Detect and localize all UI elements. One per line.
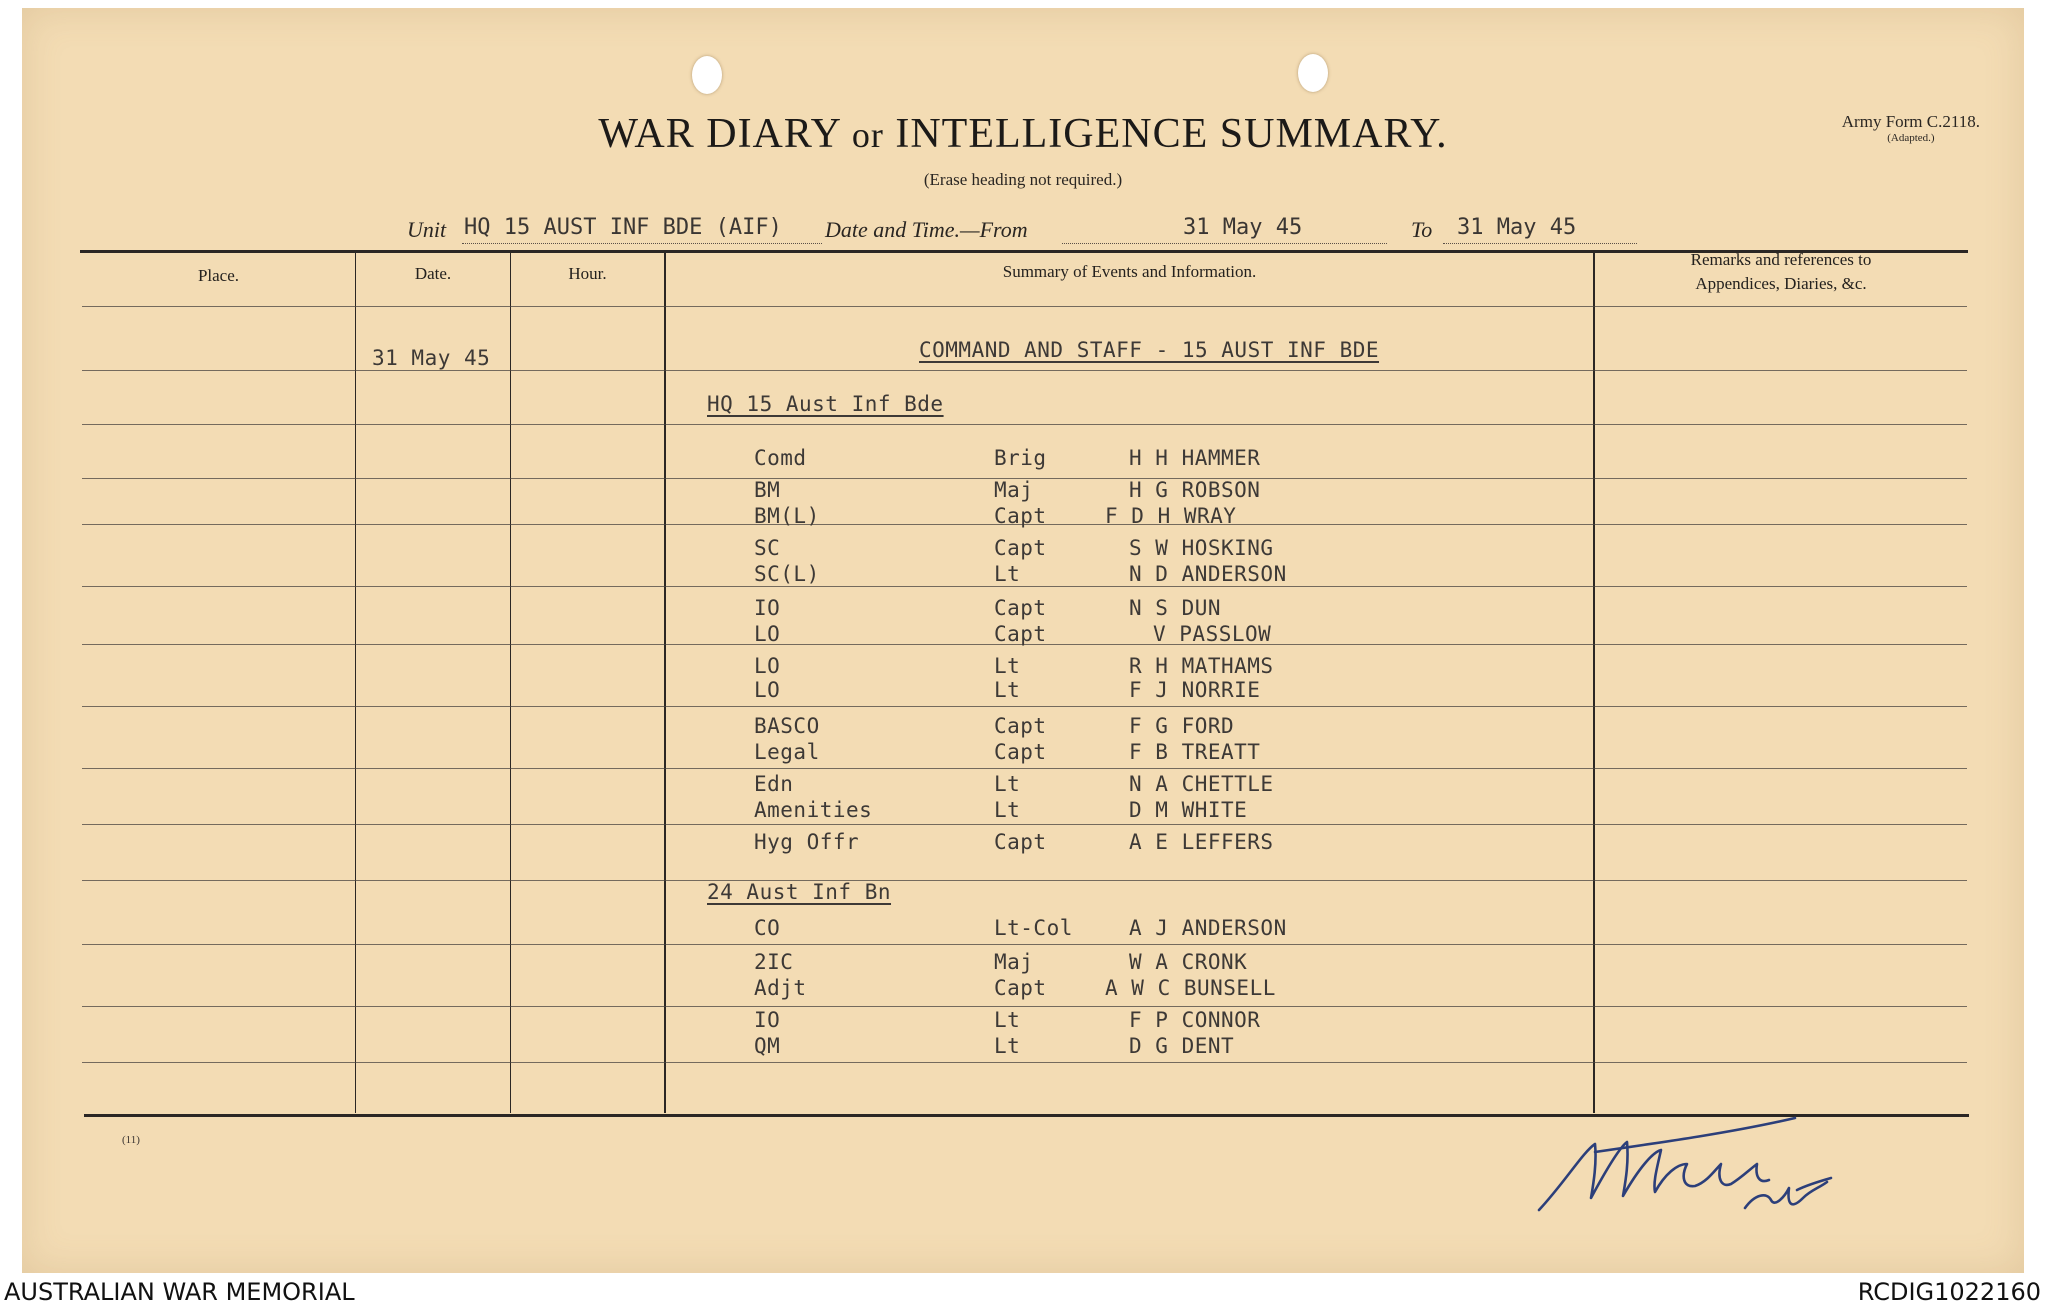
appointment: CO [754, 916, 781, 940]
army-form-label: Army Form C.2118. (Adapted.) [1841, 112, 1980, 144]
rank: Lt [994, 772, 1021, 796]
ruled-line [82, 944, 1967, 945]
punch-hole-right [1298, 54, 1328, 92]
officer-name: S W HOSKING [1129, 536, 1274, 560]
officer-name: R H MATHAMS [1129, 654, 1274, 678]
ruled-line [82, 424, 1967, 425]
column-divider-summary [1593, 251, 1595, 1113]
ruled-line [82, 370, 1967, 371]
appointment: SC [754, 536, 781, 560]
rank: Capt [994, 596, 1047, 620]
appointment: IO [754, 596, 781, 620]
rank: Capt [994, 536, 1047, 560]
rank: Lt [994, 678, 1021, 702]
officer-name: F G FORD [1129, 714, 1235, 738]
rank: Capt [994, 976, 1047, 1000]
appointment: LO [754, 622, 781, 646]
appointment: LO [754, 654, 781, 678]
signature-rank-stroke [1745, 1178, 1831, 1208]
footer-left: AUSTRALIAN WAR MEMORIAL [4, 1278, 355, 1306]
rank: Capt [994, 830, 1047, 854]
rank: Capt [994, 622, 1047, 646]
appointment: Amenities [754, 798, 873, 822]
column-divider-place [355, 251, 356, 1113]
entry-heading: COMMAND AND STAFF - 15 AUST INF BDE [919, 338, 1380, 362]
appointment: Hyg Offr [754, 830, 860, 854]
footer-right: RCDIG1022160 [1857, 1278, 2041, 1306]
officer-name: A J ANDERSON [1129, 916, 1287, 940]
appointment: BASCO [754, 714, 820, 738]
column-header-hour: Hour. [568, 264, 607, 283]
officer-name: A E LEFFERS [1129, 830, 1274, 854]
ruled-line [82, 586, 1967, 587]
officer-name: F J NORRIE [1129, 678, 1261, 702]
ruled-line [82, 768, 1967, 769]
column-divider-hour [664, 251, 666, 1113]
officer-name: V PASSLOW [1153, 622, 1272, 646]
rank: Capt [994, 714, 1047, 738]
appointment: BM(L) [754, 504, 820, 528]
rank: Lt [994, 798, 1021, 822]
rank: Lt [994, 562, 1021, 586]
rank: Maj [994, 478, 1034, 502]
rank: Lt [994, 654, 1021, 678]
rank: Lt-Col [994, 916, 1073, 940]
unit-line [407, 213, 1637, 245]
officer-name: D M WHITE [1129, 798, 1248, 822]
appointment: 2IC [754, 950, 794, 974]
section-title: 24 Aust Inf Bn [707, 880, 892, 904]
ruled-line [82, 1006, 1967, 1007]
appointment: Edn [754, 772, 794, 796]
officer-name: N S DUN [1129, 596, 1222, 620]
signature-underline [1595, 1118, 1795, 1152]
officer-name: A W C BUNSELL [1105, 976, 1276, 1000]
entry-date: 31 May 45 [372, 346, 491, 370]
officer-name: F D H WRAY [1105, 504, 1237, 528]
page-subtitle: (Erase heading not required.) [923, 170, 1123, 189]
rank: Lt [994, 1008, 1021, 1032]
appointment: Adjt [754, 976, 807, 1000]
form-number: (11) [122, 1134, 140, 1146]
rank: Capt [994, 740, 1047, 764]
officer-name: H G ROBSON [1129, 478, 1261, 502]
rank: Maj [994, 950, 1034, 974]
rank: Lt [994, 1034, 1021, 1058]
column-header-remarks: Remarks and references to Appendices, Diaries, &c. [1690, 250, 1872, 293]
ruled-line [82, 706, 1967, 707]
appointment: BM [754, 478, 781, 502]
appointment: LO [754, 678, 781, 702]
to-label: To [1411, 217, 1433, 242]
officer-name: F B TREATT [1129, 740, 1261, 764]
officer-name: H H HAMMER [1129, 446, 1261, 470]
punch-hole-left [692, 56, 722, 94]
from-value: 31 May 45 [1183, 215, 1303, 240]
ruled-line [82, 880, 1967, 881]
appointment: IO [754, 1008, 781, 1032]
header-underline [82, 306, 1967, 307]
page-title: WAR DIARY or INTELLIGENCE SUMMARY. [598, 111, 1448, 157]
officer-name: D G DENT [1129, 1034, 1235, 1058]
column-header-date: Date. [414, 264, 452, 283]
appointment: SC(L) [754, 562, 820, 586]
appointment: QM [754, 1034, 781, 1058]
ruled-line [82, 824, 1967, 825]
unit-value: HQ 15 AUST INF BDE (AIF) [464, 215, 782, 240]
appointment: Legal [754, 740, 820, 764]
section-title: HQ 15 Aust Inf Bde [707, 392, 944, 416]
rank: Capt [994, 504, 1047, 528]
date-time-label: Date and Time.—From [825, 217, 1028, 242]
column-header-summary: Summary of Events and Information. [1002, 262, 1257, 281]
column-divider-date [510, 251, 511, 1113]
officer-name: W A CRONK [1129, 950, 1248, 974]
signature-stroke [1539, 1142, 1769, 1210]
column-header-place: Place. [197, 266, 240, 285]
officer-name: F P CONNOR [1129, 1008, 1261, 1032]
war-diary-page [22, 8, 2024, 1273]
to-value: 31 May 45 [1457, 215, 1577, 240]
unit-label: Unit [407, 217, 447, 242]
appointment: Comd [754, 446, 807, 470]
ruled-line [82, 1062, 1967, 1063]
signature [1535, 1112, 1875, 1222]
officer-name: N D ANDERSON [1129, 562, 1287, 586]
officer-name: N A CHETTLE [1129, 772, 1274, 796]
rank: Brig [994, 446, 1047, 470]
